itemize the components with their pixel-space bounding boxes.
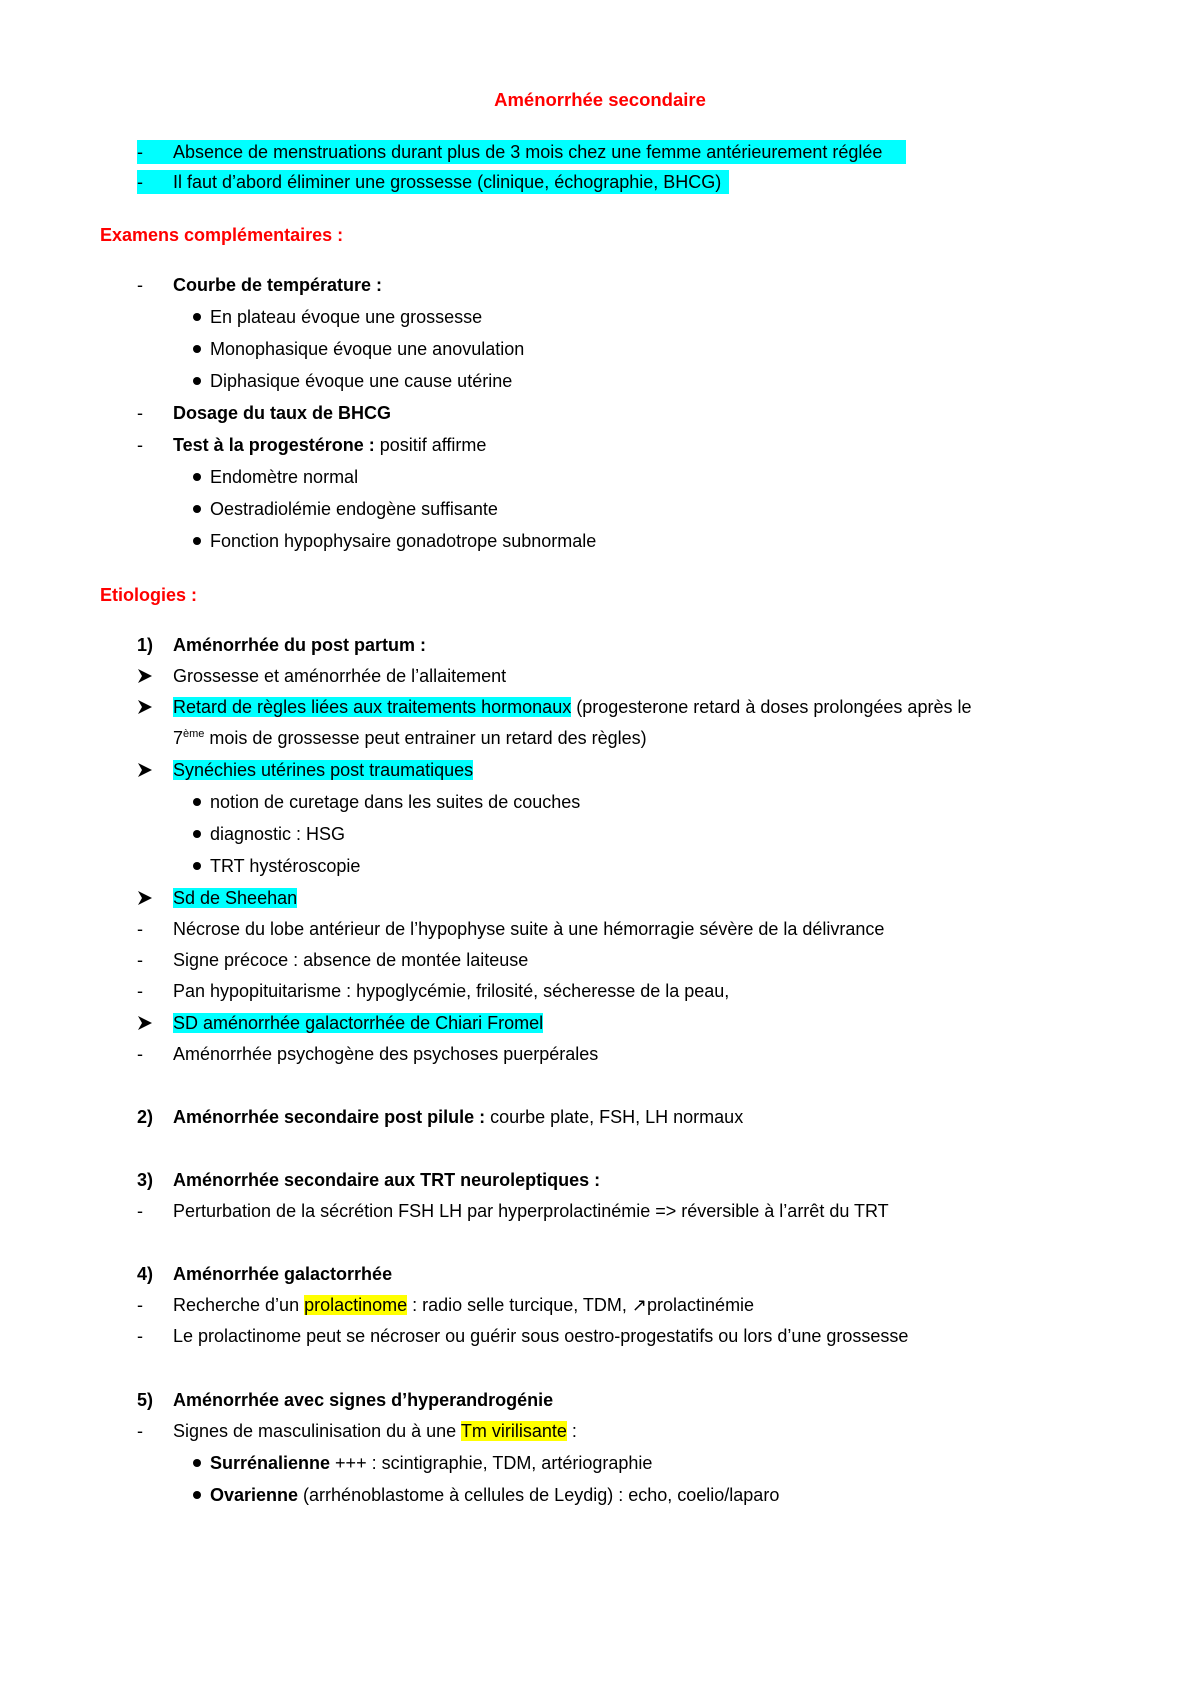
- item-label: Surrénalienne: [210, 1453, 331, 1473]
- item-text: positif affirme: [374, 435, 487, 455]
- superscript: ème: [183, 728, 205, 740]
- item-text: Oestradiolémie endogène suffisante: [210, 499, 498, 519]
- intro-text: Absence de menstruations durant plus de 3 mois chez une femme antérieurement réglée: [173, 142, 883, 162]
- highlighted-text: Synéchies utérines post traumatiques: [173, 760, 474, 780]
- item-text: Pan hypopituitarisme : hypoglycémie, frilosité, sécheresse de la peau,: [173, 981, 730, 1001]
- item-label: Aménorrhée avec signes d’hyperandrogénie: [173, 1390, 554, 1410]
- item-text: Signe précoce : absence de montée laiteuse: [173, 950, 529, 970]
- item-text: Perturbation de la sécrétion FSH LH par hyperprolactinémie => réversible à l’arrêt du TRT: [173, 1201, 889, 1221]
- item-text: Fonction hypophysaire gonadotrope subnormale: [210, 531, 597, 551]
- item-text: prolactinémie: [647, 1295, 755, 1315]
- item-text: mois de grossesse peut entrainer un retard des règles): [204, 728, 647, 748]
- item-label: Aménorrhée secondaire aux TRT neuroleptiques :: [173, 1170, 601, 1190]
- dash-marker: -: [137, 919, 143, 939]
- item-number: 4): [137, 1264, 154, 1284]
- document-title: Aménorrhée secondaire: [494, 89, 706, 110]
- arrow-bullet-icon: [137, 757, 167, 783]
- section-heading-exams: Examens complémentaires :: [100, 225, 344, 245]
- item-text: Endomètre normal: [210, 467, 359, 487]
- item-text: Diphasique évoque une cause utérine: [210, 371, 513, 391]
- item-text: courbe plate, FSH, LH normaux: [485, 1107, 744, 1127]
- item-text: +++ : scintigraphie, TDM, artériographie: [330, 1453, 653, 1473]
- item-text: : radio selle turcique, TDM,: [407, 1295, 632, 1315]
- item-text: TRT hystéroscopie: [210, 856, 361, 876]
- arrow-bullet-icon: [137, 885, 167, 911]
- highlighted-text: Retard de règles liées aux traitements hormonaux: [173, 697, 572, 717]
- section-heading-etiologies: Etiologies :: [100, 585, 198, 605]
- dash-marker: -: [137, 142, 143, 162]
- item-text: (progesterone retard à doses prolongées après le: [571, 697, 972, 717]
- dash-marker: -: [137, 1044, 143, 1064]
- item-label: Courbe de température :: [173, 275, 383, 295]
- dash-marker: -: [137, 275, 143, 295]
- item-text: diagnostic : HSG: [210, 824, 346, 844]
- dash-marker: -: [137, 950, 143, 970]
- item-text: :: [566, 1421, 577, 1441]
- item-text: (arrhénoblastome à cellules de Leydig) : echo, coelio/laparo: [298, 1485, 780, 1505]
- item-label: Aménorrhée galactorrhée: [173, 1264, 393, 1284]
- item-text: notion de curetage dans les suites de couches: [210, 792, 581, 812]
- item-label: Ovarienne: [210, 1485, 299, 1505]
- dash-marker: -: [137, 1326, 143, 1346]
- item-text: En plateau évoque une grossesse: [210, 307, 483, 327]
- item-text: Aménorrhée psychogène des psychoses puerpérales: [173, 1044, 599, 1064]
- highlighted-text: Tm virilisante: [460, 1421, 567, 1441]
- item-number: 2): [137, 1107, 154, 1127]
- item-text: Signes de masculinisation du à une: [173, 1421, 461, 1441]
- item-label: Dosage du taux de BHCG: [173, 403, 392, 423]
- dash-marker: -: [137, 172, 143, 192]
- item-number: 3): [137, 1170, 154, 1190]
- arrow-bullet-icon: [137, 694, 167, 720]
- item-text: Recherche d’un: [173, 1295, 305, 1315]
- dash-marker: -: [137, 1295, 143, 1315]
- arrow-up-right-icon: ↗: [631, 1295, 648, 1315]
- item-text: 7: [173, 728, 184, 748]
- item-text: Nécrose du lobe antérieur de l’hypophyse suite à une hémorragie sévère de la délivrance: [173, 919, 885, 939]
- item-label: Test à la progestérone :: [173, 435, 375, 455]
- dash-marker: -: [137, 1421, 143, 1441]
- arrow-bullet-icon: [137, 1010, 167, 1036]
- item-text: Le prolactinome peut se nécroser ou guérir sous oestro-progestatifs ou lors d’une grossesse: [173, 1326, 909, 1346]
- arrow-bullet-icon: [137, 663, 167, 689]
- dash-marker: -: [137, 981, 143, 1001]
- highlighted-text: prolactinome: [304, 1295, 408, 1315]
- item-text: Grossesse et aménorrhée de l’allaitement: [173, 666, 507, 686]
- item-label: Aménorrhée secondaire post pilule :: [173, 1107, 486, 1127]
- item-number: 1): [137, 635, 154, 655]
- dash-marker: -: [137, 435, 143, 455]
- item-label: Aménorrhée du post partum :: [173, 635, 427, 655]
- dash-marker: -: [137, 1201, 143, 1221]
- item-number: 5): [137, 1390, 154, 1410]
- dash-marker: -: [137, 403, 143, 423]
- item-text: Monophasique évoque une anovulation: [210, 339, 525, 359]
- highlighted-text: Sd de Sheehan: [173, 888, 298, 908]
- intro-text: Il faut d’abord éliminer une grossesse (clinique, échographie, BHCG): [173, 172, 722, 192]
- highlighted-text: SD aménorrhée galactorrhée de Chiari Fromel: [173, 1013, 544, 1033]
